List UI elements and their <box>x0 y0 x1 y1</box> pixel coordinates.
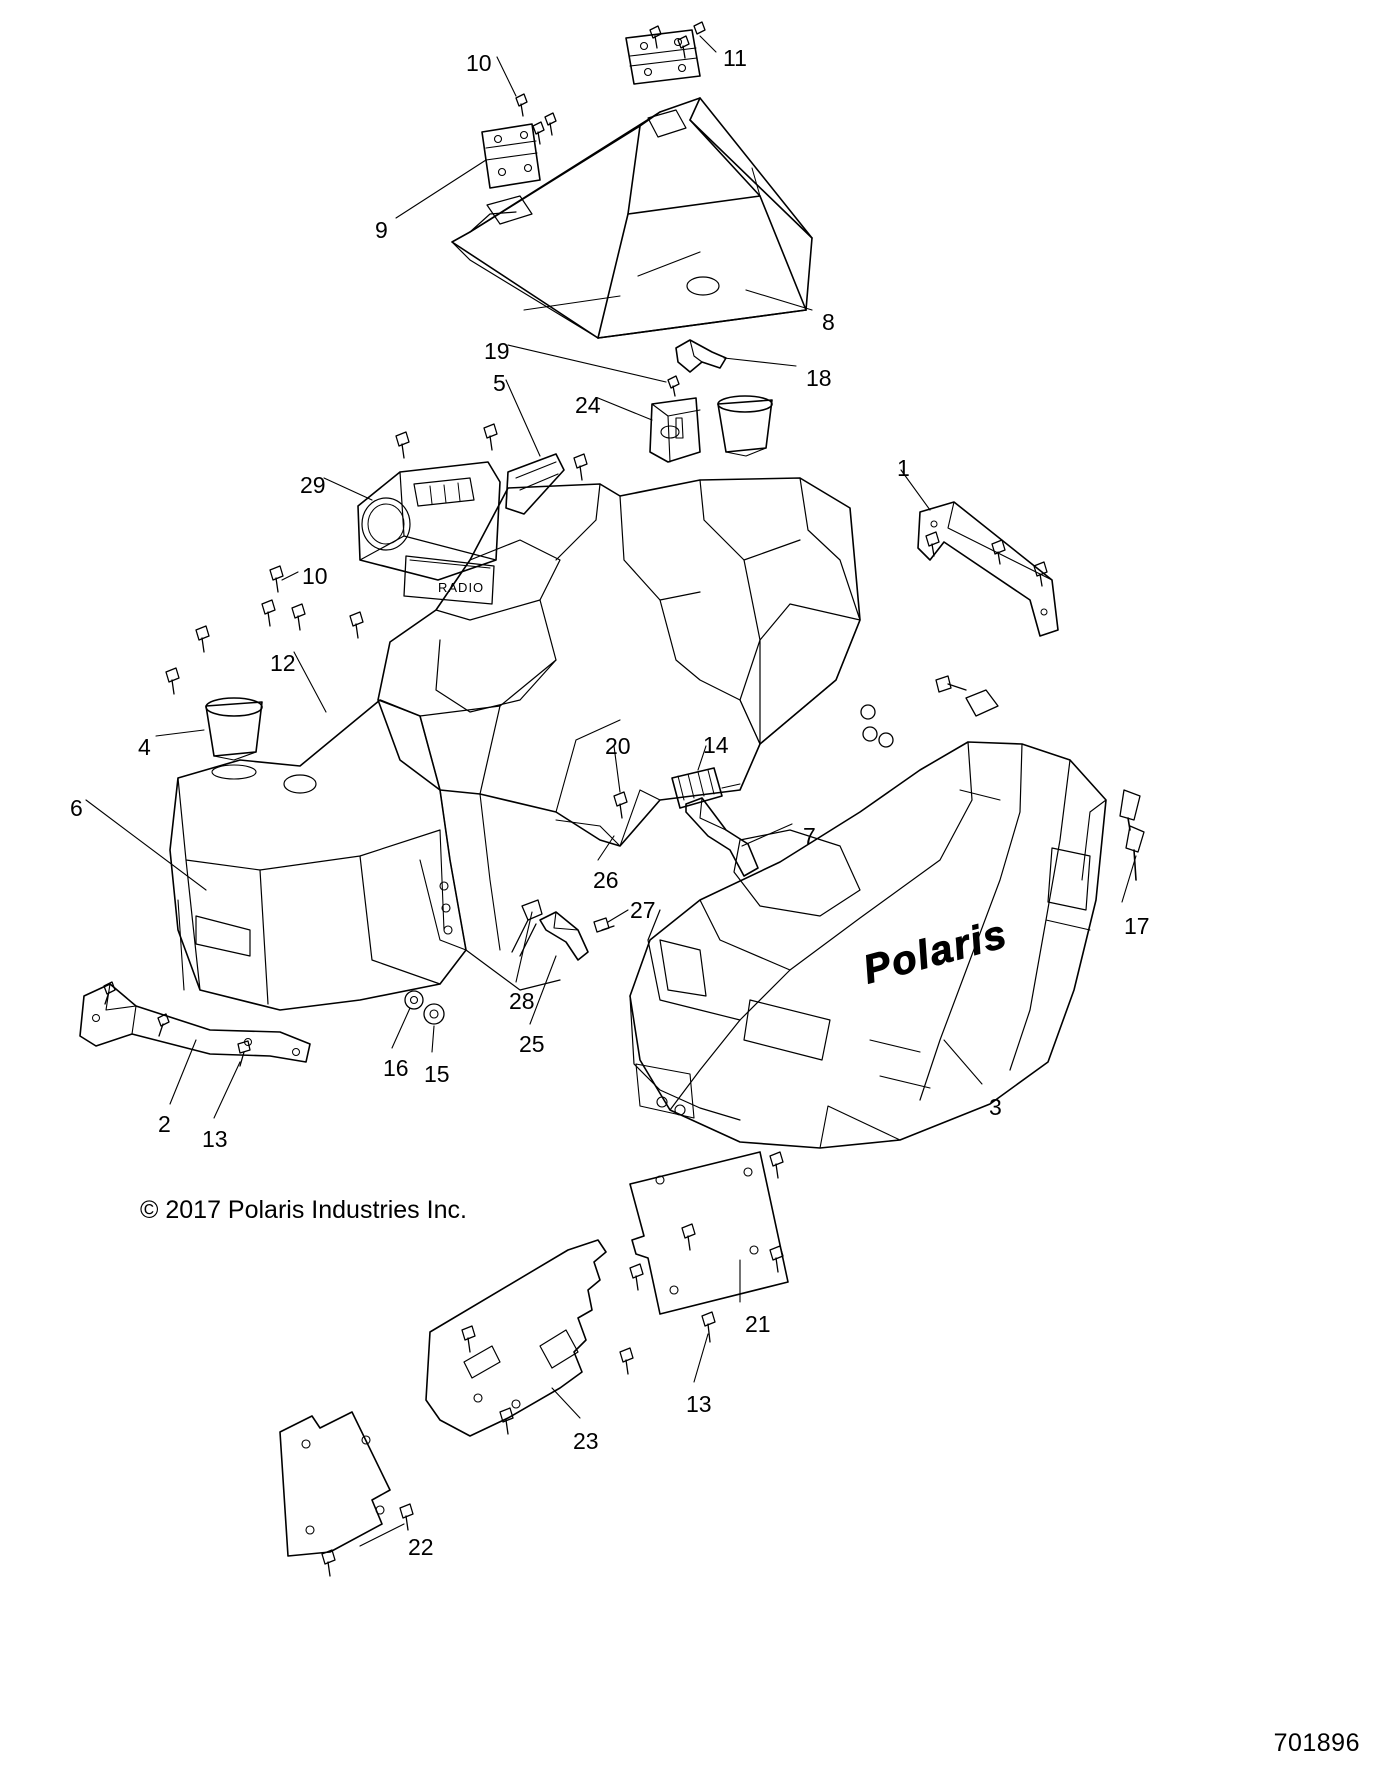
callout-12: 12 <box>270 650 296 676</box>
leader-lines <box>86 36 1136 1546</box>
callout-28: 28 <box>509 988 535 1014</box>
callout-15: 15 <box>424 1061 450 1087</box>
callout-21: 21 <box>745 1311 771 1337</box>
callout-22: 22 <box>408 1534 434 1560</box>
part-hinge-11 <box>626 30 700 84</box>
part-fastener-20 <box>614 792 627 818</box>
part-pin-28 <box>512 900 542 956</box>
callout-9: 9 <box>375 217 388 243</box>
part-bin-24 <box>650 398 700 462</box>
callout-23: 23 <box>573 1428 599 1454</box>
callout-6: 6 <box>70 795 83 821</box>
part-fasteners-10-left <box>166 424 587 694</box>
callout-14: 14 <box>703 732 729 758</box>
callout-20: 20 <box>605 733 631 759</box>
part-bracket-2 <box>80 984 310 1062</box>
part-washer-16 <box>405 991 423 1009</box>
callout-4: 4 <box>138 734 151 760</box>
callout-19: 19 <box>484 338 510 364</box>
part-vent-5 <box>506 454 564 514</box>
part-bracket-1 <box>918 502 1058 636</box>
callout-16: 16 <box>383 1055 409 1081</box>
callout-24: 24 <box>575 392 601 418</box>
part-panel-22 <box>280 1412 390 1556</box>
part-latch-18 <box>676 340 726 372</box>
part-fasteners-right <box>861 532 1047 747</box>
callout-10b: 10 <box>302 563 328 589</box>
polaris-brand-text: Polaris <box>858 911 1013 993</box>
part-handle-25 <box>540 912 588 960</box>
part-fasteners-10 <box>516 22 705 144</box>
callout-18: 18 <box>806 365 832 391</box>
callout-27: 27 <box>630 897 656 923</box>
callout-25: 25 <box>519 1031 545 1057</box>
part-hood-8 <box>452 98 812 338</box>
part-panel-21 <box>630 1152 788 1314</box>
callout-3: 3 <box>989 1094 1002 1120</box>
callout-29: 29 <box>300 472 326 498</box>
callout-11: 11 <box>723 45 747 71</box>
callout-26: 26 <box>593 867 619 893</box>
callout-2: 2 <box>158 1111 171 1137</box>
part-bracket-7 <box>686 798 758 876</box>
drawing-number: 701896 <box>1273 1729 1360 1757</box>
callout-8: 8 <box>822 309 835 335</box>
part-cupholder-right <box>718 396 772 456</box>
callout-1: 1 <box>897 455 910 481</box>
callout-13b: 13 <box>686 1391 712 1417</box>
callout-17: 17 <box>1124 913 1150 939</box>
part-right-panel-inner <box>740 604 860 744</box>
part-hinge-9 <box>482 124 540 188</box>
part-right-panel-17 <box>1120 790 1144 880</box>
callout-10a: 10 <box>466 50 492 76</box>
radio-label: RADIO <box>438 580 485 595</box>
part-fastener-19 <box>668 376 679 396</box>
callout-13a: 13 <box>202 1126 228 1152</box>
part-washer-15 <box>424 1004 444 1024</box>
copyright-notice: © 2017 Polaris Industries Inc. <box>140 1196 467 1224</box>
callout-5: 5 <box>493 370 506 396</box>
part-lower-dash-6 <box>170 700 466 1010</box>
part-panel-23 <box>426 1240 606 1436</box>
callout-7: 7 <box>803 823 816 849</box>
